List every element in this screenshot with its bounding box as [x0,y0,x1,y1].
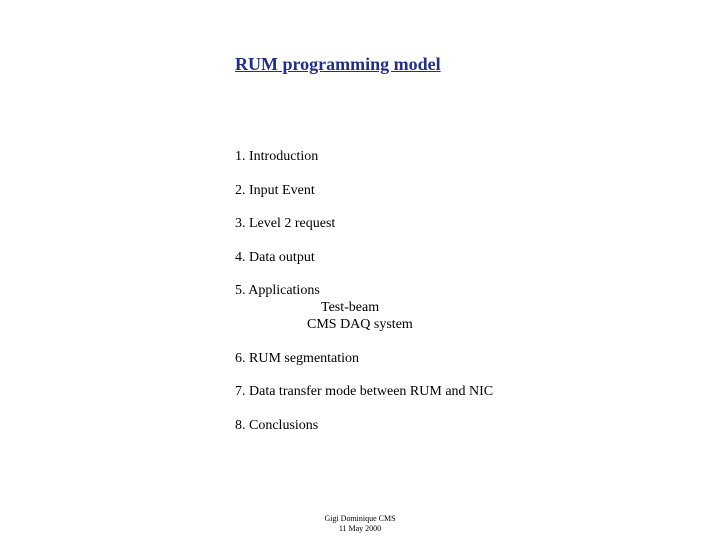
toc-item-input-event: 2. Input Event [235,183,315,198]
toc-item-introduction: 1. Introduction [235,149,319,164]
toc-item-data-output: 4. Data output [235,250,315,265]
toc-item-rum-segmentation: 6. RUM segmentation [235,351,360,366]
toc-item-data-transfer-mode: 7. Data transfer mode between RUM and NIC [235,384,494,399]
toc-item-applications: 5. Applications [235,283,320,298]
footer-date: 11 May 2000 [338,524,382,533]
toc-subitem-cms-daq-system: CMS DAQ system [307,317,413,332]
slide-title: RUM programming model [235,54,441,74]
footer-author: Gigi Dominique CMS [324,514,396,523]
toc-subitem-test-beam: Test-beam [321,300,380,315]
slide-footer [280,514,440,534]
toc-item-level-2-request: 3. Level 2 request [235,216,336,231]
toc-item-conclusions: 8. Conclusions [235,418,319,433]
